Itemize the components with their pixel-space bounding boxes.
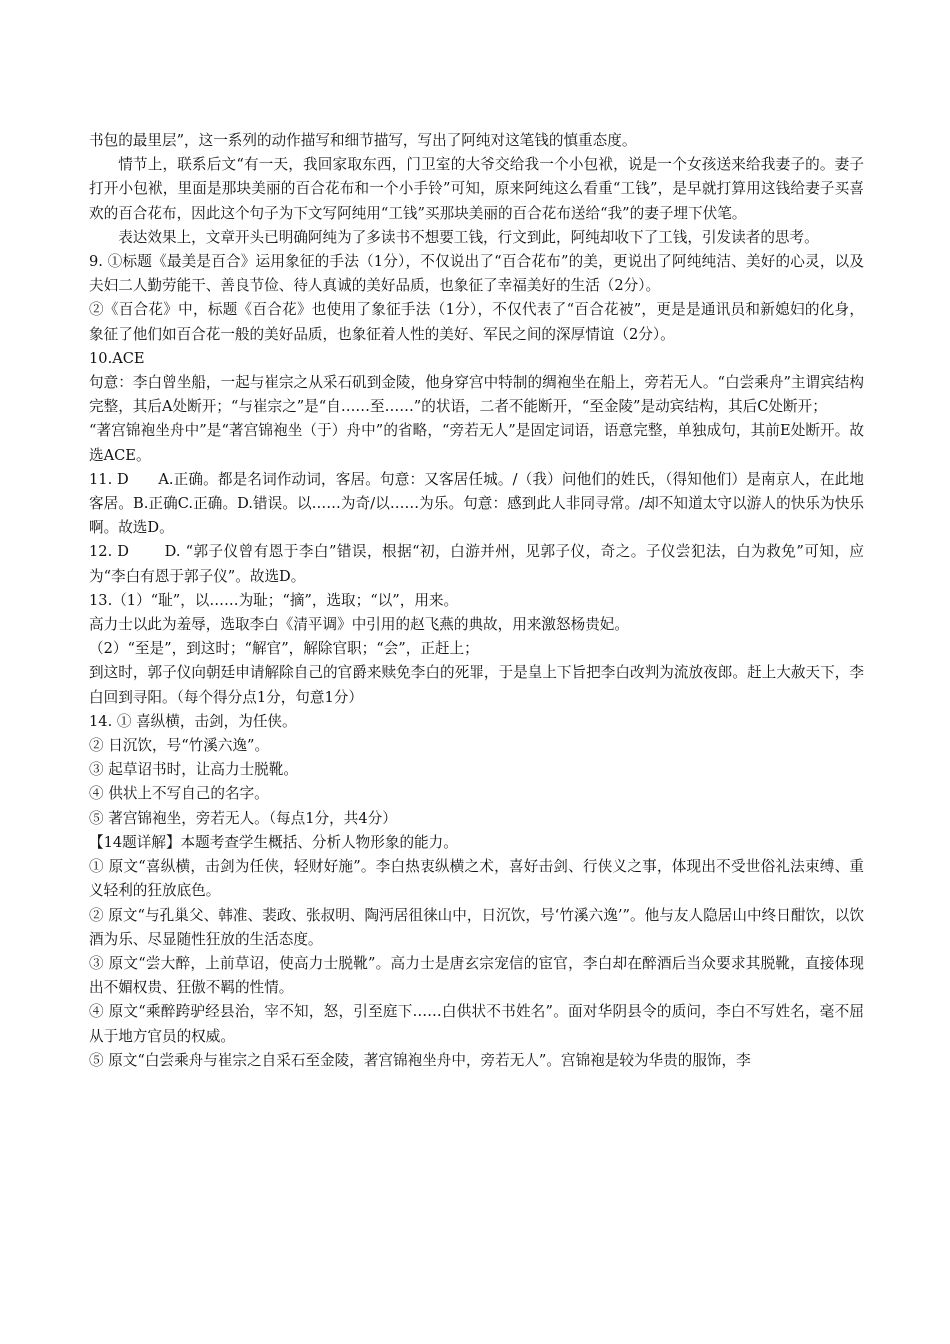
answer-14-detail-1: ① 原文“喜纵横，击剑为任侠，轻财好施”。李白热衷纵横之术，喜好击剑、行侠义之事，体现出不受世俗礼法束缚、重义轻利的狂放底色。 [89, 858, 864, 900]
answer-14-detail-2: ② 原文“与孔巢父、韩准、裴政、张叔明、陶沔居徂徕山中，日沉饮，号‘竹溪六逸’”。他与友人隐居山中终日酣饮，以饮酒为乐、尽显随性狂放的生活态度。 [89, 906, 864, 948]
answer-14-point-5: ⑤ 著宫锦袍坐，旁若无人。（每点1分，共4分） [89, 809, 397, 827]
answer-10-explanation-2: “著宫锦袍坐舟中”是“著宫锦袍坐（于）舟中”的省略，“旁若无人”是固定词语，语意完整，单独成句，其前E处断开。故选ACE。 [89, 422, 864, 464]
answer-10: 10.ACE [89, 349, 145, 367]
answer-9-part-1: 9. ①标题《最美是百合》运用象征的手法（1分），不仅说出了“百合花布”的美，更说出了阿纯纯洁、美好的心灵，以及夫妇二人勤劳能干、善良节俭、待人真诚的美好品质，也象征了幸福美好的生活（2分）。 [89, 253, 864, 295]
answer-11: 11. D A.正确。都是名词作动词，客居。句意：又客居任城。/（我）问他们的姓氏，（得知他们）是南京人，在此地客居。B.正确C.正确。D.错误。以……为奇/以……为乐。句意：感到此人非同寻常。/却不知道太守以游人的快乐为快乐啊。故选D。 [89, 470, 864, 537]
answer-14-detail-3: ③ 原文“尝大醉，上前草诏，使高力士脱靴”。高力士是唐玄宗宠信的宦官，李白却在醉酒后当众要求其脱靴，直接体现出不媚权贵、狂傲不羁的性情。 [89, 954, 864, 997]
paragraph-2: 情节上，联系后文“有一天，我回家取东西，门卫室的大爷交给我一个小包袱，说是一个女孩送来给我妻子的。妻子打开小包袱，里面是那块美丽的百合花布和一个小手铃”可知，原来阿纯这么看重“工钱”，是早就打算用这钱给妻子买喜欢的百合花布，因此这个句子为下文写阿纯用“工钱”买那块美丽的百合花布送给“我”的妻子埋下伏笔。 [89, 156, 864, 222]
answer-12: 12. D D. “郭子仪曾有恩于李白”错误，根据“初，白游并州，见郭子仪，奇之。子仪尝犯法，白为救免”可知，应为“李白有恩于郭子仪”。故选D。 [89, 543, 864, 585]
answer-10-explanation-1: 句意：李白曾坐船，一起与崔宗之从采石矶到金陵，他身穿宫中特制的绸袍坐在船上，旁若无人。“白尝乘舟”主谓宾结构完整，其后A处断开；“与崔宗之”是“自……至……”的状语，二者不能断开，“至金陵”是动宾结构，其后C处断开； [89, 374, 864, 416]
answer-13-translation-1: 高力士以此为羞辱，选取李白《清平调》中引用的赵飞燕的典故，用来激怒杨贵妃。 [89, 616, 629, 634]
answer-14-detail-heading: 【14题详解】本题考查学生概括、分析人物形象的能力。 [89, 833, 458, 851]
answer-14-point-3: ③ 起草诏书时，让高力士脱靴。 [89, 761, 298, 779]
paragraph-1: 书包的最里层”，这一系列的动作描写和细节描写，写出了阿纯对这笔钱的慎重态度。 [89, 132, 637, 149]
answer-14-detail-5: ⑤ 原文“白尝乘舟与崔宗之自采石至金陵，著宫锦袍坐舟中，旁若无人”。宫锦袍是较为华贵的服饰，李 [89, 1051, 751, 1069]
answer-14-point-4: ④ 供状上不写自己的名字。 [89, 785, 269, 803]
answer-13-translation-2: 到这时，郭子仪向朝廷申请解除自己的官爵来赎免李白的死罪，于是皇上下旨把李白改判为流放夜郎。赶上大赦天下，李白回到寻阳。（每个得分点1分，句意1分） [89, 664, 864, 706]
answer-text-body [89, 129, 864, 1073]
paragraph-3: 表达效果上，文章开头已明确阿纯为了多读书不想要工钱，行文到此，阿纯却收下了工钱，引发读者的思考。 [118, 228, 819, 246]
answer-14-detail-4: ④ 原文“乘醉跨驴经县治，宰不知，怒，引至庭下……白供状不书姓名”。面对华阴县令的质问，李白不写姓名，毫不屈从于地方官员的权威。 [89, 1003, 864, 1045]
answer-9-part-2: ②《百合花》中，标题《百合花》也使用了象征手法（1分），不仅代表了“百合花被”，更是是通讯员和新媳妇的化身，象征了他们如百合花一般的美好品质，也象征着人性的美好、军民之间的深厚情谊（2分）。 [89, 301, 864, 343]
answer-13-part-1: 13.（1）“耻”，以……为耻；“摘”，选取；“以”，用来。 [89, 591, 459, 609]
answer-14-point-2: ② 日沉饮，号“竹溪六逸”。 [89, 737, 270, 755]
answer-14-point-1: 14. ① 喜纵横，击剑，为任侠。 [89, 712, 297, 730]
answer-13-part-2: （2）“至是”，到这时；“解官”，解除官职；“会”，正赶上； [89, 640, 479, 658]
